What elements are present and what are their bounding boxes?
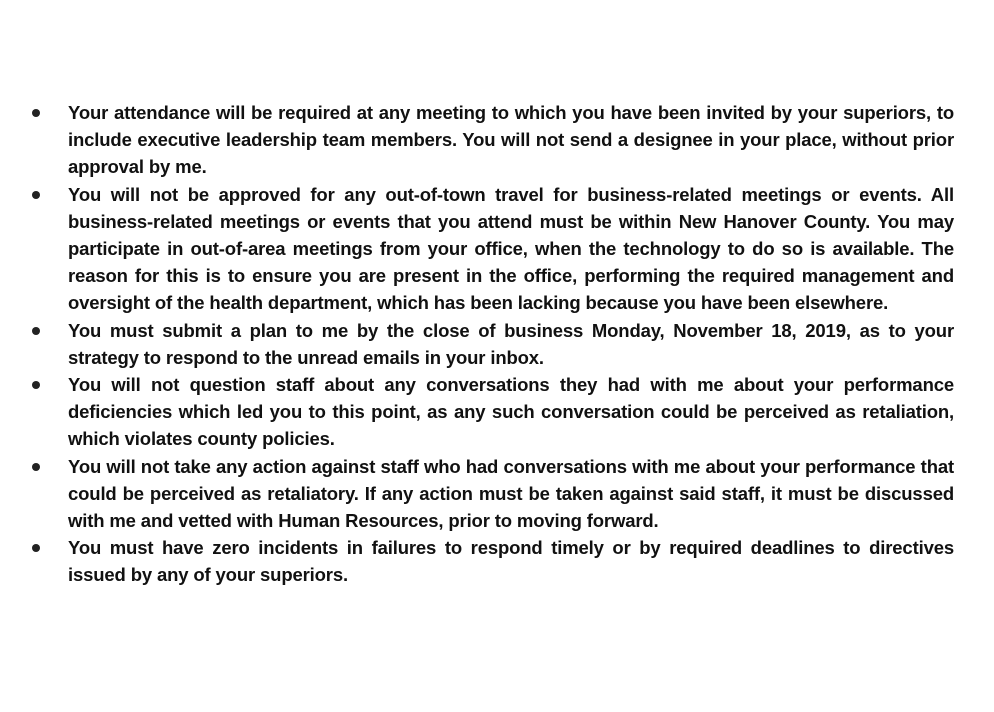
- directives-list: [32, 99, 954, 589]
- directive-text: You will not question staff about any conversations they had with me about your performance deficiencies which led you to this point, as any such conversation could be perceived as retaliation, which violates county policies.: [68, 374, 954, 450]
- directive-travel: [32, 181, 954, 317]
- bullet-dot-icon: [32, 463, 40, 471]
- directive-text: You must submit a plan to me by the close of business Monday, November 18, 2019, as to your strategy to respond to the unread emails in your inbox.: [68, 319, 954, 368]
- bullet-dot-icon: [32, 381, 40, 389]
- directive-attendance: [32, 99, 954, 181]
- bullet-dot-icon: [32, 544, 40, 552]
- bullet-dot-icon: [32, 327, 40, 335]
- directive-timely-response: [32, 534, 954, 588]
- directive-no-questioning-staff: [32, 371, 954, 453]
- directive-email-plan: [32, 317, 954, 371]
- directive-text: You will not be approved for any out-of-town travel for business-related meetings or events. All business-related meetings or events that you attend must be within New Hanover County. You may participate in out-of-area meetings from your office, when the technology to do so is available. The reason for this is to ensure you are present in the office, performing the required management and oversight of the health department, which has been lacking because you have been elsewhere.: [68, 183, 954, 314]
- bullet-dot-icon: [32, 109, 40, 117]
- directive-no-retaliation: [32, 453, 954, 535]
- bullet-dot-icon: [32, 191, 40, 199]
- directive-text: You will not take any action against staff who had conversations with me about your performance that could be perceived as retaliatory. If any action must be taken against said staff, it must be discussed with me and vetted with Human Resources, prior to moving forward.: [68, 455, 954, 532]
- directive-text: Your attendance will be required at any meeting to which you have been invited by your superiors, to include executive leadership team members. You will not send a designee in your place, without prior approval by me.: [68, 102, 954, 178]
- directive-text: You must have zero incidents in failures to respond timely or by required deadlines to directives issued by any of your superiors.: [68, 537, 954, 586]
